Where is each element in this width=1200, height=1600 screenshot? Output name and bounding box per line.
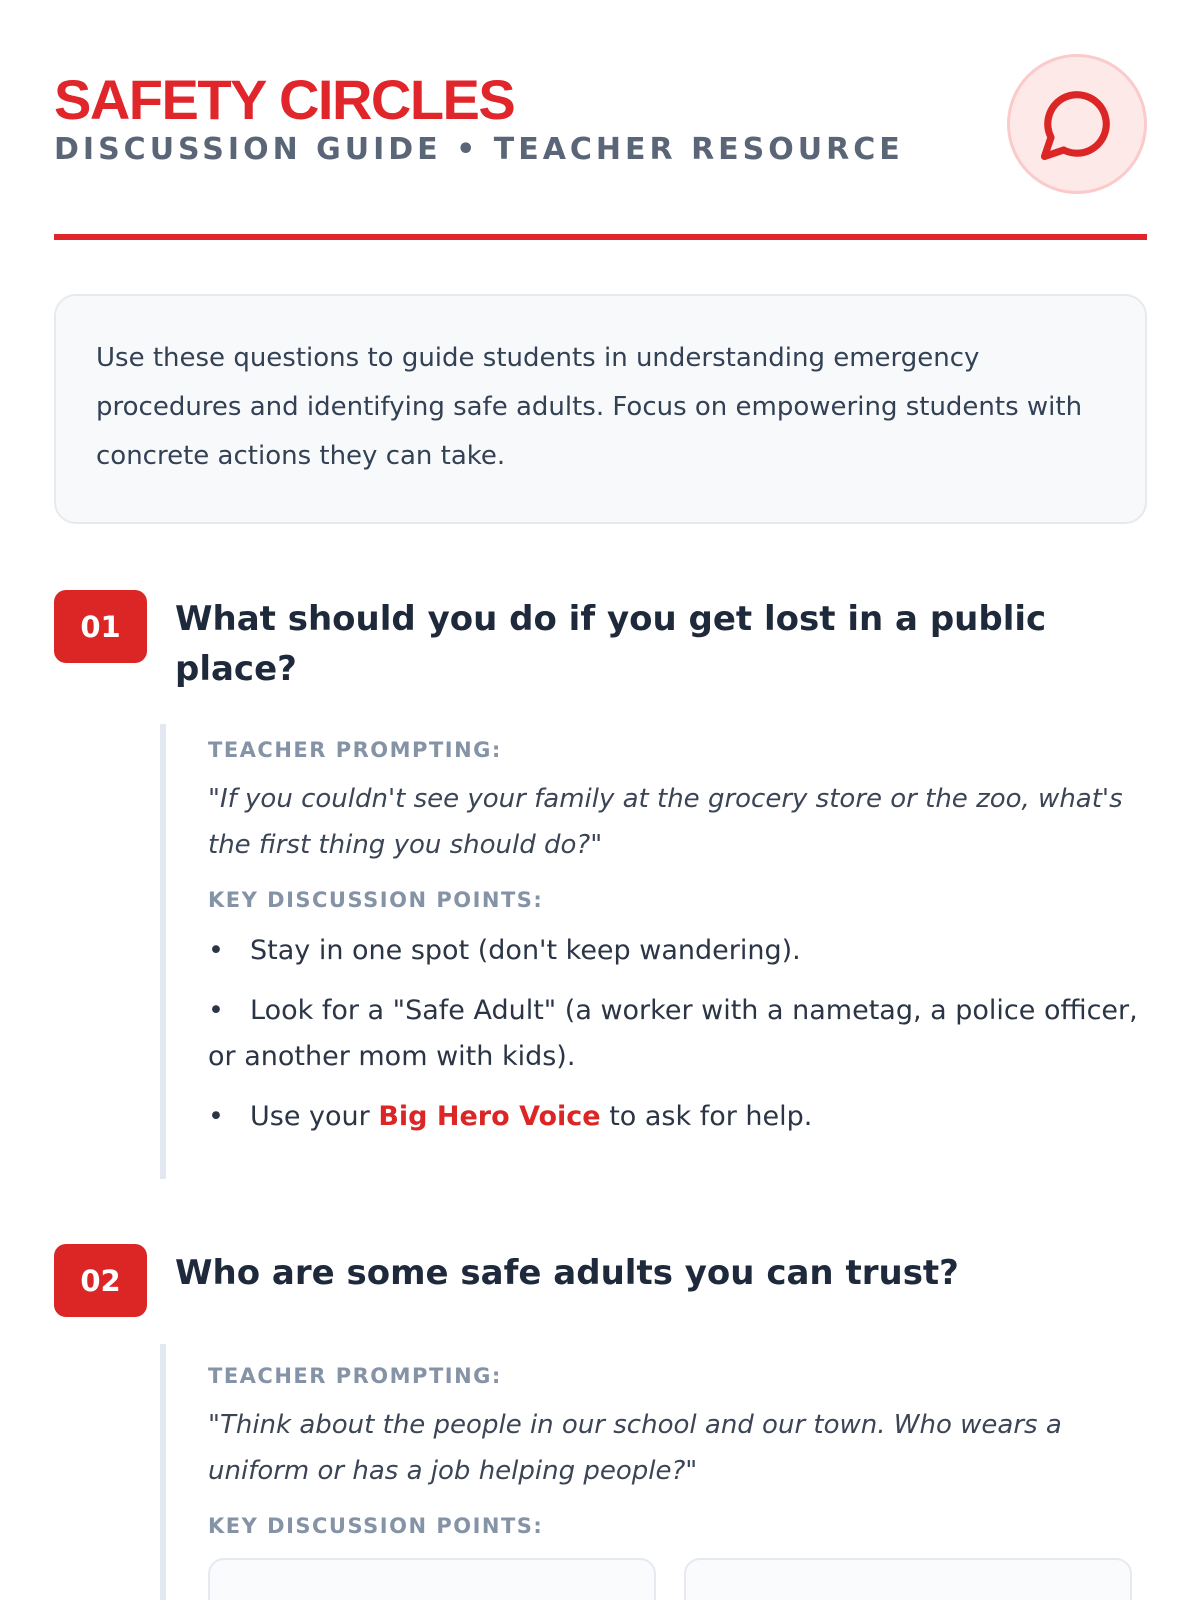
list-item: • Look for a "Safe Adult" (a worker with a nametag, a police officer, or another mom with kids). [208,995,1138,1072]
list-item: • Stay in one spot (don't keep wandering). [208,935,801,966]
question-number-badge: 02 [54,1244,147,1317]
page-subtitle: DISCUSSION GUIDE • TEACHER RESOURCE [54,132,904,167]
question-number-badge: 01 [54,590,147,663]
intro-box [54,294,1147,524]
header-divider [54,234,1147,240]
question-text: What should you do if you get lost in a public place? [175,599,1047,689]
chat-bubble-icon [1038,85,1116,163]
page-title: SAFETY CIRCLES [54,68,515,131]
teacher-prompting-label: TEACHER PROMPTING: [208,738,502,762]
chat-bubble-badge [1007,54,1147,194]
teacher-prompting-label: TEACHER PROMPTING: [208,1364,502,1388]
key-points-label: KEY DISCUSSION POINTS: [208,888,544,912]
intro-text: Use these questions to guide students in understanding emergency procedures and identifying safe adults. Focus on empowering students with concrete actions they can take. [96,343,1083,471]
key-points-cards [208,1558,1147,1600]
key-points-label: KEY DISCUSSION POINTS: [208,1514,544,1538]
teacher-prompt: "If you couldn't see your family at the grocery store or the zoo, what's the first thing you should do?" [208,784,1123,860]
question-details [160,1344,1147,1600]
highlight-text: Big Hero Voice [378,1101,601,1132]
list-item: • Use your Big Hero Voice to ask for help. [208,1101,813,1132]
teacher-prompt: "Think about the people in our school and our town. Who wears a uniform or has a job helping people?" [208,1410,1062,1486]
point-card [208,1558,656,1600]
point-card [684,1558,1132,1600]
question-text: Who are some safe adults you can trust? [175,1253,959,1293]
page-header [54,70,1147,200]
question-details [160,724,1147,1179]
key-points-list [208,928,1147,1140]
